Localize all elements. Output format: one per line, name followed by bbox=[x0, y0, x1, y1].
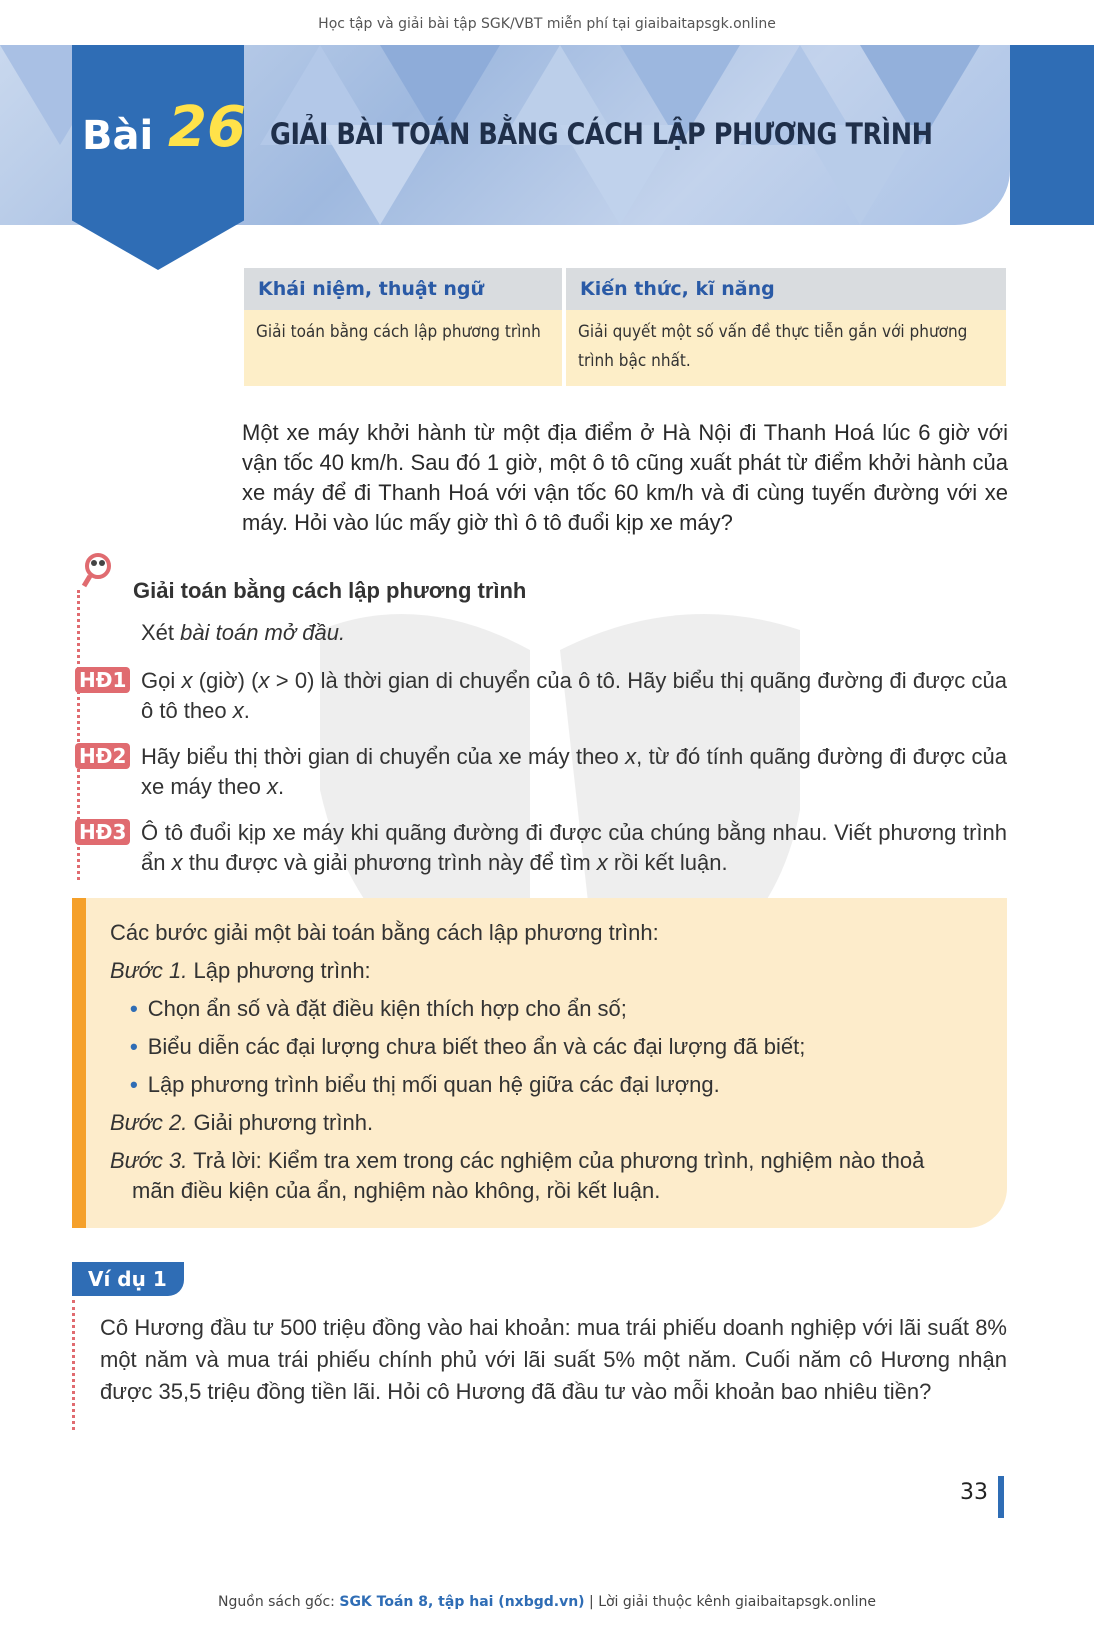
bullet-dot-icon: • bbox=[130, 996, 138, 1021]
example-dotted-line bbox=[72, 1300, 75, 1430]
skill-column bbox=[566, 268, 1006, 386]
skill-body: Giải quyết một số vấn đề thực tiễn gắn với phương trình bậc nhất. bbox=[566, 310, 1006, 386]
variable-x: x bbox=[181, 668, 193, 693]
concept-header: Khái niệm, thuật ngữ bbox=[244, 268, 562, 310]
activity-3 bbox=[75, 818, 1007, 880]
example-label: Ví dụ 1 bbox=[72, 1262, 184, 1296]
step-label: Bước 1. bbox=[110, 958, 188, 983]
activity-text-part: (giờ) ( bbox=[192, 668, 259, 693]
bullet-text: Chọn ẩn số và đặt điều kiện thích hợp cho ẩn số; bbox=[147, 996, 627, 1021]
step-text: Trả lời: Kiểm tra xem trong các nghiệm của phương trình, nghiệm nào thoả bbox=[187, 1148, 925, 1173]
page-number: 33 bbox=[960, 1480, 988, 1505]
example-text: Cô Hương đầu tư 500 triệu đồng vào hai khoản: mua trái phiếu doanh nghiệp với lãi suất 8% một năm và mua trái phiếu chính phủ với lãi suất 5% một năm. Cuối năm cô Hương nhận được 35,5 triệu đồng tiền lãi. Hỏi cô Hương đã đầu tư vào mỗi khoản bao nhiêu tiền? bbox=[100, 1315, 1007, 1404]
activity-1 bbox=[75, 666, 1007, 728]
concept-column bbox=[244, 268, 562, 386]
variable-x: x bbox=[266, 774, 278, 799]
step-3 bbox=[110, 1146, 924, 1176]
activity-2 bbox=[75, 742, 1007, 804]
step-text: Giải phương trình. bbox=[187, 1110, 374, 1135]
bullet-item bbox=[130, 1032, 805, 1062]
step-label: Bước 3. bbox=[110, 1148, 188, 1173]
page-title: GIẢI BÀI TOÁN BẰNG CÁCH LẬP PHƯƠNG TRÌNH bbox=[270, 117, 933, 151]
top-note: Học tập và giải bài tập SGK/VBT miễn phí tại giaibaitapsgk.online bbox=[318, 16, 776, 32]
step-label: Bước 2. bbox=[110, 1110, 188, 1135]
activity-text-part: rồi kết luận. bbox=[607, 850, 728, 875]
variable-x: x bbox=[596, 850, 608, 875]
bullet-text: Lập phương trình biểu thị mối quan hệ giữa các đại lượng. bbox=[147, 1072, 720, 1097]
section-title: Giải toán bằng cách lập phương trình bbox=[133, 578, 527, 603]
activity-badge: HĐ2 bbox=[75, 743, 130, 769]
page-number-bar bbox=[998, 1476, 1004, 1518]
bullet-item bbox=[130, 994, 627, 1024]
consider-italic: bài toán mở đầu. bbox=[180, 620, 346, 645]
activity-text bbox=[141, 818, 1007, 878]
skill-header: Kiến thức, kĩ năng bbox=[566, 268, 1006, 310]
step-2 bbox=[110, 1108, 373, 1138]
activity-text-part: thu được và giải phương trình này để tìm bbox=[182, 850, 597, 875]
concept-body: Giải toán bằng cách lập phương trình bbox=[244, 310, 562, 386]
lesson-label: Bài bbox=[82, 113, 154, 159]
footer-prefix: Nguồn sách gốc: bbox=[218, 1594, 340, 1610]
activity-text-part: > 0) là thời gian di chuyển của ô tô. Hãy biểu thị quãng đường đi được của ô tô theo bbox=[141, 668, 1007, 723]
bullet-dot-icon: • bbox=[130, 1072, 138, 1097]
step-text: Lập phương trình: bbox=[187, 958, 371, 983]
variable-x: x bbox=[232, 698, 244, 723]
variable-x: x bbox=[258, 668, 270, 693]
activity-text-part: Hãy biểu thị thời gian di chuyển của xe máy theo bbox=[141, 744, 626, 769]
bullet-text: Biểu diễn các đại lượng chưa biết theo ẩn và các đại lượng đã biết; bbox=[147, 1034, 806, 1059]
lesson-number: 26 bbox=[168, 95, 246, 160]
activity-badge: HĐ1 bbox=[75, 667, 130, 693]
steps-box bbox=[72, 898, 1007, 1228]
intro-problem: Một xe máy khởi hành từ một địa điểm ở Hà Nội đi Thanh Hoá lúc 6 giờ với vận tốc 40 km/h. Sau đó 1 giờ, một ô tô cũng xuất phát từ điểm khởi hành của xe máy để đi Thanh Hoá với vận tốc 60 km/h và đi cùng tuyến đường với xe máy. Hỏi vào lúc mấy giờ thì ô tô đuổi kịp xe máy? bbox=[242, 420, 1008, 535]
footer bbox=[0, 1594, 1094, 1610]
consider-line bbox=[141, 620, 345, 646]
bullet-item bbox=[130, 1070, 720, 1100]
consider-prefix: Xét bbox=[141, 620, 181, 645]
activity-text bbox=[141, 742, 1007, 802]
steps-heading: Các bước giải một bài toán bằng cách lập phương trình: bbox=[110, 920, 659, 945]
activity-badge: HĐ3 bbox=[75, 819, 130, 845]
footer-suffix: | Lời giải thuộc kênh giaibaitapsgk.online bbox=[584, 1594, 876, 1610]
variable-x: x bbox=[171, 850, 183, 875]
knowledge-table bbox=[244, 268, 1006, 386]
footer-source-link[interactable]: SGK Toán 8, tập hai (nxbgd.vn) bbox=[339, 1594, 585, 1610]
activity-text-part: . bbox=[277, 774, 285, 799]
activity-text-part: Gọi bbox=[141, 668, 182, 693]
banner-right-block bbox=[1010, 45, 1094, 225]
step-1 bbox=[110, 956, 371, 986]
activity-text-part: , từ đó tính quãng đường đi được của xe máy theo bbox=[141, 744, 1007, 799]
activity-text-part: Ô tô đuổi kịp xe máy khi quãng đường đi được của chúng bằng nhau. Viết phương trình ẩn bbox=[141, 820, 1007, 875]
bullet-dot-icon: • bbox=[130, 1034, 138, 1059]
step-3-continued: mãn điều kiện của ẩn, nghiệm nào không, rồi kết luận. bbox=[132, 1178, 661, 1203]
activity-text bbox=[141, 666, 1007, 726]
magnifier-icon bbox=[80, 548, 116, 588]
variable-x: x bbox=[625, 744, 637, 769]
activity-text-part: . bbox=[243, 698, 250, 723]
